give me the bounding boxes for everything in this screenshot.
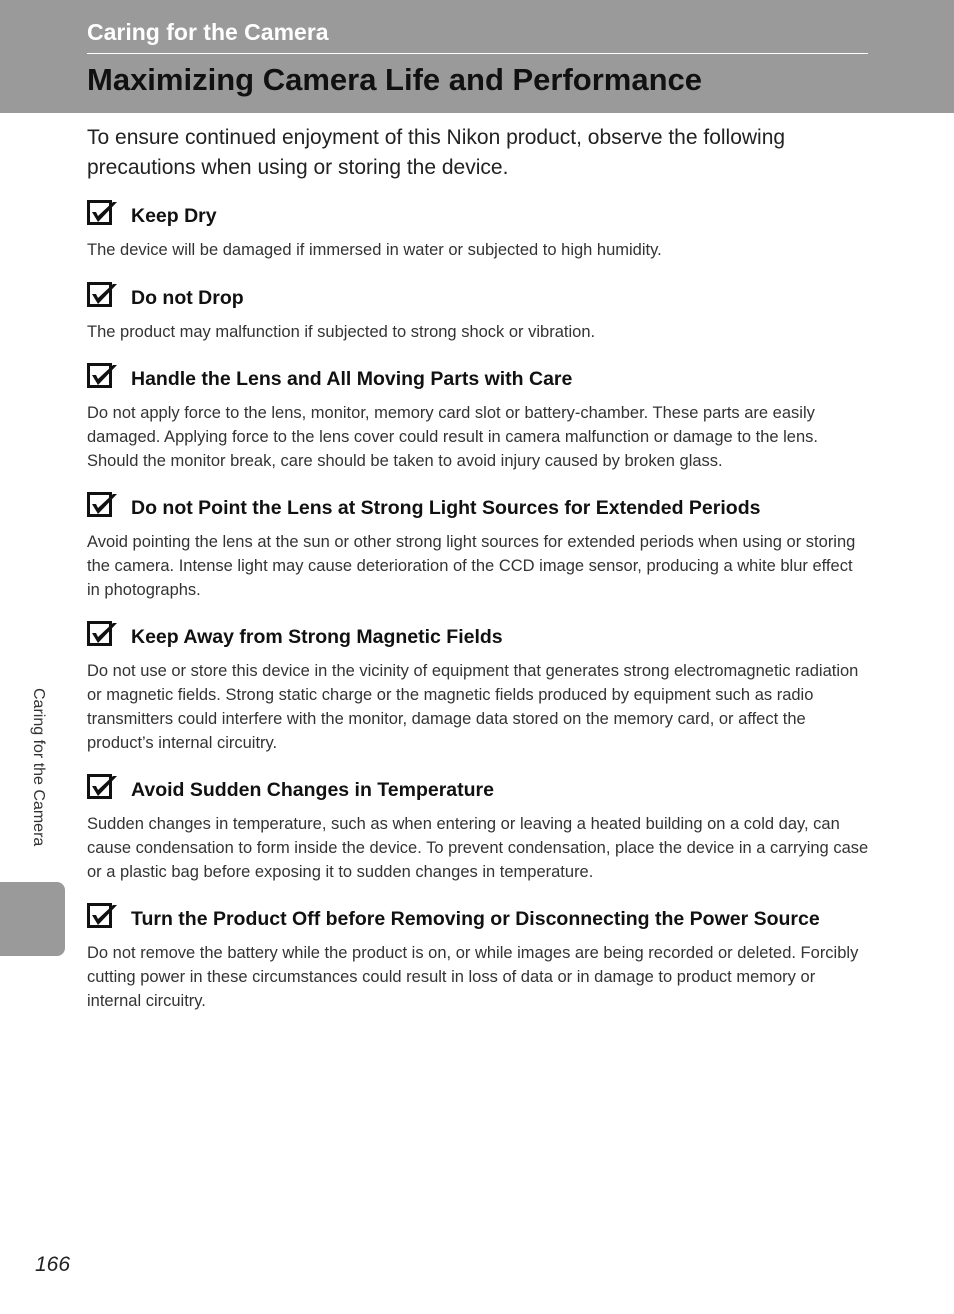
check-icon [87, 774, 119, 803]
check-icon [87, 282, 119, 311]
precaution-strong-light [87, 490, 872, 602]
page-number: 166 [35, 1253, 71, 1276]
precaution-body: Do not use or store this device in the vicinity of equipment that generates strong electromagnetic radiation or magnetic fields. Strong static charge or the magnetic fields produced by equipment such as radio transmitters could interfere with the monitor, damage data stored on the memory card, or affect the product’s internal circuitry. [87, 662, 859, 752]
precaution-title: Turn the Product Off before Removing or Disconnecting the Power Source [131, 908, 820, 930]
page-header [0, 0, 954, 113]
precaution-body: The device will be damaged if immersed in water or subjected to high humidity. [87, 241, 662, 259]
precaution-title: Do not Drop [131, 287, 244, 309]
precaution-body: Do not remove the battery while the product is on, or while images are being recorded or deleted. Forcibly cutting power in these circumstances could result in loss of data or in damage to product memory or internal circuitry. [87, 944, 859, 1010]
precaution-temperature [87, 772, 872, 884]
precaution-title: Handle the Lens and All Moving Parts with Care [131, 368, 573, 390]
precaution-heading [87, 361, 872, 397]
precaution-heading [87, 619, 872, 655]
check-icon [87, 903, 119, 932]
precaution-heading [87, 772, 872, 808]
precaution-handle-lens [87, 361, 872, 473]
precaution-title: Keep Dry [131, 205, 217, 227]
precaution-heading [87, 198, 872, 234]
check-icon [87, 363, 119, 392]
side-chapter-label: Caring for the Camera [30, 688, 47, 847]
precaution-heading [87, 280, 872, 316]
intro-paragraph: To ensure continued enjoyment of this Nikon product, observe the following precautions when using or storing the device. [87, 126, 786, 179]
header-divider [87, 53, 868, 54]
precaution-title: Avoid Sudden Changes in Temperature [131, 779, 494, 801]
precaution-body: The product may malfunction if subjected to strong shock or vibration. [87, 323, 596, 341]
section-title: Caring for the Camera [87, 19, 329, 45]
precaution-do-not-drop [87, 280, 872, 344]
precaution-keep-dry [87, 198, 872, 262]
precaution-body: Avoid pointing the lens at the sun or other strong light sources for extended periods when using or storing the camera. Intense light may cause deterioration of the CCD image sensor, producing a white blur effect in photographs. [87, 533, 856, 599]
precaution-title: Do not Point the Lens at Strong Light Sources for Extended Periods [131, 497, 761, 519]
precaution-heading [87, 490, 872, 526]
precaution-heading [87, 901, 872, 937]
precaution-title: Keep Away from Strong Magnetic Fields [131, 626, 503, 648]
side-chapter-tab [0, 882, 65, 956]
precaution-power-source [87, 901, 872, 1013]
check-icon [87, 621, 119, 650]
check-icon [87, 492, 119, 521]
precaution-body: Do not apply force to the lens, monitor, memory card slot or battery-chamber. These parts are easily damaged. Applying force to the lens cover could result in camera malfunction or damage to the lens. Should the monitor break, care should be taken to avoid injury caused by broken glass. [87, 404, 818, 470]
precaution-magnetic-fields [87, 619, 872, 755]
page-title: Maximizing Camera Life and Performance [87, 62, 703, 97]
check-icon [87, 200, 119, 229]
precaution-body: Sudden changes in temperature, such as when entering or leaving a heated building on a cold day, can cause condensation to form inside the device. To prevent condensation, place the device in a carrying case or a plastic bag before exposing it to sudden changes in temperature. [87, 815, 869, 881]
